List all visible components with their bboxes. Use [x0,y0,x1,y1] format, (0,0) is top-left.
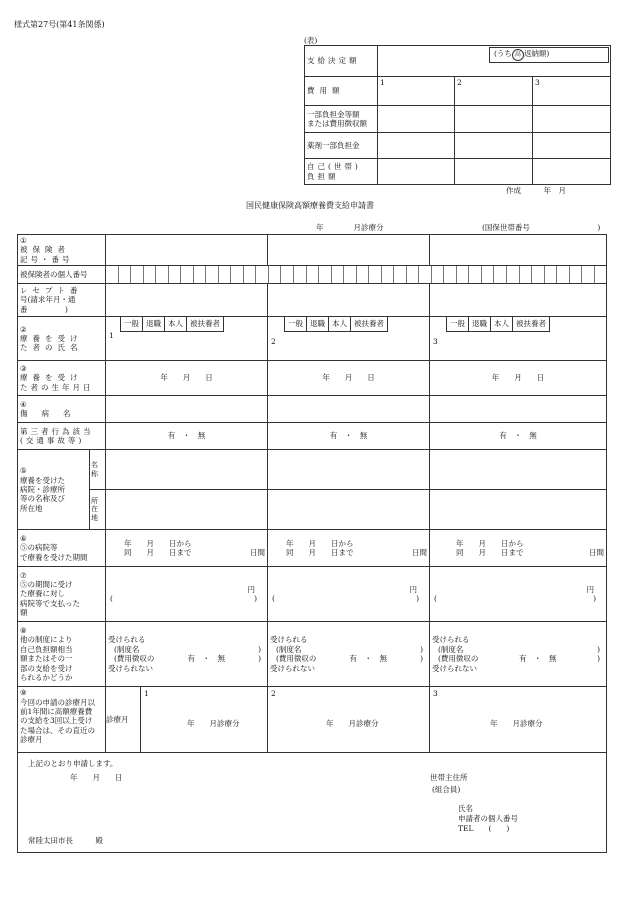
paren-close: ) [254,594,257,604]
month-value: 年 月診療分 [187,719,240,729]
third-party-b: (交通事故等) [20,436,85,446]
period-to: 同 月 日まで [124,548,192,558]
form-number: 様式第27号(第41条関係) [14,20,105,29]
hospital-address-3[interactable] [430,490,607,530]
receipt-label-c: 番 ) [20,304,68,314]
recent-month-2[interactable] [268,687,430,753]
row5-label-b: 病院・診療所 [20,484,65,494]
kumiai-label: (組合員) [432,785,461,795]
row2-num: ② [20,324,27,334]
row6-label-b: で療養を受けた期間 [20,552,88,562]
paren-open: ( [434,594,437,604]
cat-hifuyou[interactable]: 被扶養者 [354,319,384,329]
row5-label [18,450,90,530]
option-receivable[interactable]: 受けられる [270,635,308,645]
patient-name-3[interactable] [430,317,607,361]
recent-month-3[interactable] [430,687,607,753]
third-party-label [18,423,106,450]
mayor-addressee: 常陸太田市長 殿 [28,836,103,846]
mynumber-label: 被保険者の個人番号 [18,266,106,284]
hiyou-cell-1[interactable] [378,77,455,106]
hiyou-cell-3[interactable] [533,77,611,106]
insured-number-1[interactable] [106,235,268,266]
row8-label [18,622,106,687]
disease-2[interactable] [268,396,430,423]
main-application-table [17,234,607,853]
cat-taishoku[interactable]: 退職 [307,317,329,331]
fee-collection: (費用徴収の [438,654,479,664]
period-days: 日間 [412,548,427,558]
column-num: 1 [144,689,149,699]
label-futan [305,106,378,133]
uchi-prefix: (うち [494,49,512,58]
row9-label [18,687,106,753]
cat-honnin[interactable]: 本人 [329,317,351,331]
recent-month-1[interactable] [106,687,268,753]
row7-label-c: 病院等で支払った [20,598,80,608]
insured-number-2[interactable] [268,235,430,266]
system-name: (制度名 [438,644,464,654]
period-3[interactable] [430,530,607,567]
row3-num: ③ [20,364,27,374]
mynumber-boxes[interactable] [106,266,607,284]
cat-ippan[interactable]: 一般 [121,317,143,331]
uchi-hennou-box [489,47,609,63]
label-jiko [305,159,378,185]
row7-label-a: ⑤の期間に受け [20,580,73,590]
paren-close: ) [416,594,419,604]
cat-hifuyou[interactable]: 被扶養者 [516,319,546,329]
cat-honnin[interactable]: 本人 [165,317,187,331]
futan-cell-2[interactable] [455,106,533,133]
row5-label-d: 所在地 [20,503,43,513]
birthdate-2[interactable]: 年 月 日 [268,361,430,396]
paren-close: ) [593,594,596,604]
office-col-num: 2 [457,78,462,87]
system-name: (制度名 [276,644,302,654]
row9-label-c: の支給を3回以上受け [20,716,93,726]
birthdate-3[interactable]: 年 月 日 [430,361,607,396]
fee-yesno[interactable]: 有 ・ 無 [187,654,225,664]
futan-cell-3[interactable] [533,106,611,133]
third-party-yesno-3[interactable]: 有 ・ 無 [430,423,607,450]
householder-address-label: 世帯主住所 [430,773,468,783]
sakusei-date: 作成 年 月 [506,186,566,195]
row9-num: ⑨ [20,688,27,698]
fee-yesno[interactable]: 有 ・ 無 [519,654,557,664]
column-num: 3 [433,689,438,699]
category-box-3 [446,316,550,332]
paren-close: ) [597,644,600,654]
yen-unit: 円 [409,584,417,594]
hospital-name-label: 名称 [90,450,106,490]
yakuzai-cell-2[interactable] [455,133,533,159]
row8-label-a: 他の制度により [20,635,73,645]
paren-open: ( [110,594,113,604]
cat-hifuyou[interactable]: 被扶養者 [190,319,220,329]
applicant-mynumber-label: 申請者の個人番号 [458,814,518,824]
declaration-section [18,753,607,853]
declaration-text: 上記のとおり申請します。 [28,759,118,769]
other-system-1[interactable] [106,622,268,687]
row6-label-a: ⑤の病院等 [20,543,58,553]
row7-label-d: 額 [20,608,28,618]
label-jiko-a: 自己(世帯) [307,162,361,172]
row8-label-c: 額またはその一 [20,654,73,664]
period-from: 年 月 日から [124,538,192,548]
shinryo-month-label: 診療月 [104,687,141,752]
option-not-receivable[interactable]: 受けられない [432,663,477,673]
row8-num: ⑧ [20,626,27,635]
other-system-3[interactable] [430,622,607,687]
paren-close: ) [420,644,423,654]
row1-num: ① [20,236,27,245]
kyufu-amount-cell[interactable] [378,46,611,77]
cat-ippan[interactable]: 一般 [285,317,307,331]
row9-label-d: た場合は、その直近の [20,725,95,735]
yen-unit: 円 [247,584,255,594]
row5-num: ⑤ [20,466,27,476]
paren-close: ) [420,654,423,664]
category-box-2 [284,316,388,332]
hospital-name-3[interactable] [430,450,607,490]
month-value: 年 月診療分 [490,719,543,729]
column-num: 1 [109,331,114,341]
receipt-label-b: 号(請求年月・通 [20,295,76,305]
column-num: 2 [271,337,276,347]
receipt-cell-2[interactable] [268,284,430,317]
label-futan-a: 一部負担金等額 [307,109,360,119]
row9-label-a: 今回の申請の診療月以 [20,697,95,707]
futan-cell-1[interactable] [378,106,455,133]
hospital-name-2[interactable] [268,450,430,490]
application-date[interactable]: 年 月 日 [70,773,123,783]
row1-label-a: 被保険者 [20,245,70,255]
row3-label-a: 療養を受け [20,373,83,383]
fee-collection: (費用徴収の [276,654,317,664]
option-not-receivable[interactable]: 受けられない [108,663,153,673]
period-to: 同 月 日まで [456,548,524,558]
row7-num: ⑦ [20,570,27,580]
kou-stamp: 高 [512,49,524,61]
hospital-name-1[interactable] [106,450,268,490]
hospital-address-2[interactable] [268,490,430,530]
paid-amount-1[interactable] [106,567,268,622]
month-value: 年 月診療分 [326,719,379,729]
office-col-num: 1 [380,78,385,87]
row5-label-a: 療養を受けた [20,475,65,485]
paren-open: ( [272,594,275,604]
patient-name-2[interactable] [268,317,430,361]
category-box-1 [120,316,224,332]
insured-number-3[interactable] [430,235,607,266]
row2-label-b: た者の氏名 [20,343,83,353]
label-kyufu: 支給決定額 [305,46,378,77]
office-col-num: 3 [535,78,540,87]
row2-label-a: 療養を受け [20,333,83,343]
row1-label-b: 記号・番号 [20,254,73,264]
cat-taishoku[interactable]: 退職 [143,317,165,331]
yakuzai-cell-3[interactable] [533,133,611,159]
row6-label [18,530,106,567]
fee-yesno[interactable]: 有 ・ 無 [349,654,387,664]
office-box-heading: (表) [304,36,318,45]
form-title: 国民健康保険高額療養費支給申請書 [246,201,374,210]
hiyou-cell-2[interactable] [455,77,533,106]
birthdate-1[interactable]: 年 月 日 [106,361,268,396]
period-to: 同 月 日まで [286,548,354,558]
receipt-cell-1[interactable] [106,284,268,317]
household-number[interactable]: (国保世帯番号 ) [482,223,601,232]
name-label: 氏名 [458,804,473,814]
hospital-address-1[interactable] [106,490,268,530]
label-hiyou: 費用額 [305,77,378,106]
other-system-2[interactable] [268,622,430,687]
fee-collection: (費用徴収の [114,654,155,664]
row9-label-e: 診療月 [20,735,43,744]
row7-label [18,567,106,622]
period-days: 日間 [589,548,604,558]
row9-label-b: 前1年間に高額療養費 [20,706,93,716]
paid-amount-3[interactable] [430,567,607,622]
option-receivable[interactable]: 受けられる [108,635,146,645]
patient-name-1[interactable] [106,317,268,361]
disease-1[interactable] [106,396,268,423]
row7-label-b: た療養に対し [20,589,65,599]
system-name: (制度名 [114,644,140,654]
third-party-yesno-1[interactable]: 有 ・ 無 [106,423,268,450]
label-yakuzai: 薬剤一部負担金 [305,133,378,159]
row4-label-text: 傷病名 [20,409,85,419]
jiko-cell-2[interactable] [455,159,533,185]
yen-unit: 円 [586,584,594,594]
period-2[interactable] [268,530,430,567]
row8-label-d: 部の支給を受け [20,663,73,673]
yakuzai-cell-1[interactable] [378,133,455,159]
disease-3[interactable] [430,396,607,423]
uchi-suffix: 返納額) [523,49,550,58]
label-futan-b: または費用徴収額 [307,119,367,128]
jiko-cell-1[interactable] [378,159,455,185]
period-from: 年 月 日から [286,538,354,548]
office-use-table [304,45,611,185]
label-jiko-b: 負担額 [307,171,339,181]
cat-taishoku[interactable]: 退職 [469,317,491,331]
row5-label-c: 等の名称及び [20,494,65,504]
third-party-a: 第三者行為該当 [20,426,94,436]
jiko-cell-3[interactable] [533,159,611,185]
option-receivable[interactable]: 受けられる [432,635,470,645]
row3-label-b: た者の生年月日 [20,382,94,392]
paren-close: ) [258,654,261,664]
period-1[interactable] [106,530,268,567]
row4-num: ④ [20,399,27,409]
column-num: 3 [433,337,438,347]
period-from: 年 月 日から [456,538,524,548]
hospital-address-label: 所在地 [90,490,106,530]
option-not-receivable[interactable]: 受けられない [270,663,315,673]
row2-label [18,317,106,361]
paren-close: ) [597,654,600,664]
row6-num: ⑥ [20,534,27,544]
tel-label: TEL ( ) [458,824,510,834]
period-days: 日間 [250,548,265,558]
paid-amount-2[interactable] [268,567,430,622]
receipt-label [18,284,106,317]
receipt-label-a: レセプト番 [20,286,83,296]
row8-label-b: 自己負担額相当 [20,644,73,654]
receipt-cell-3[interactable] [430,284,607,317]
column-num: 2 [271,689,276,699]
cat-honnin[interactable]: 本人 [491,317,513,331]
row4-label [18,396,106,423]
row3-label [18,361,106,396]
third-party-yesno-2[interactable]: 有 ・ 無 [268,423,430,450]
paren-close: ) [258,644,261,654]
shinryo-period[interactable]: 年 月診療分 [316,223,384,232]
row8-label-e: られるかどうか [20,672,73,682]
row1-label [18,235,106,266]
cat-ippan[interactable]: 一般 [447,317,469,331]
